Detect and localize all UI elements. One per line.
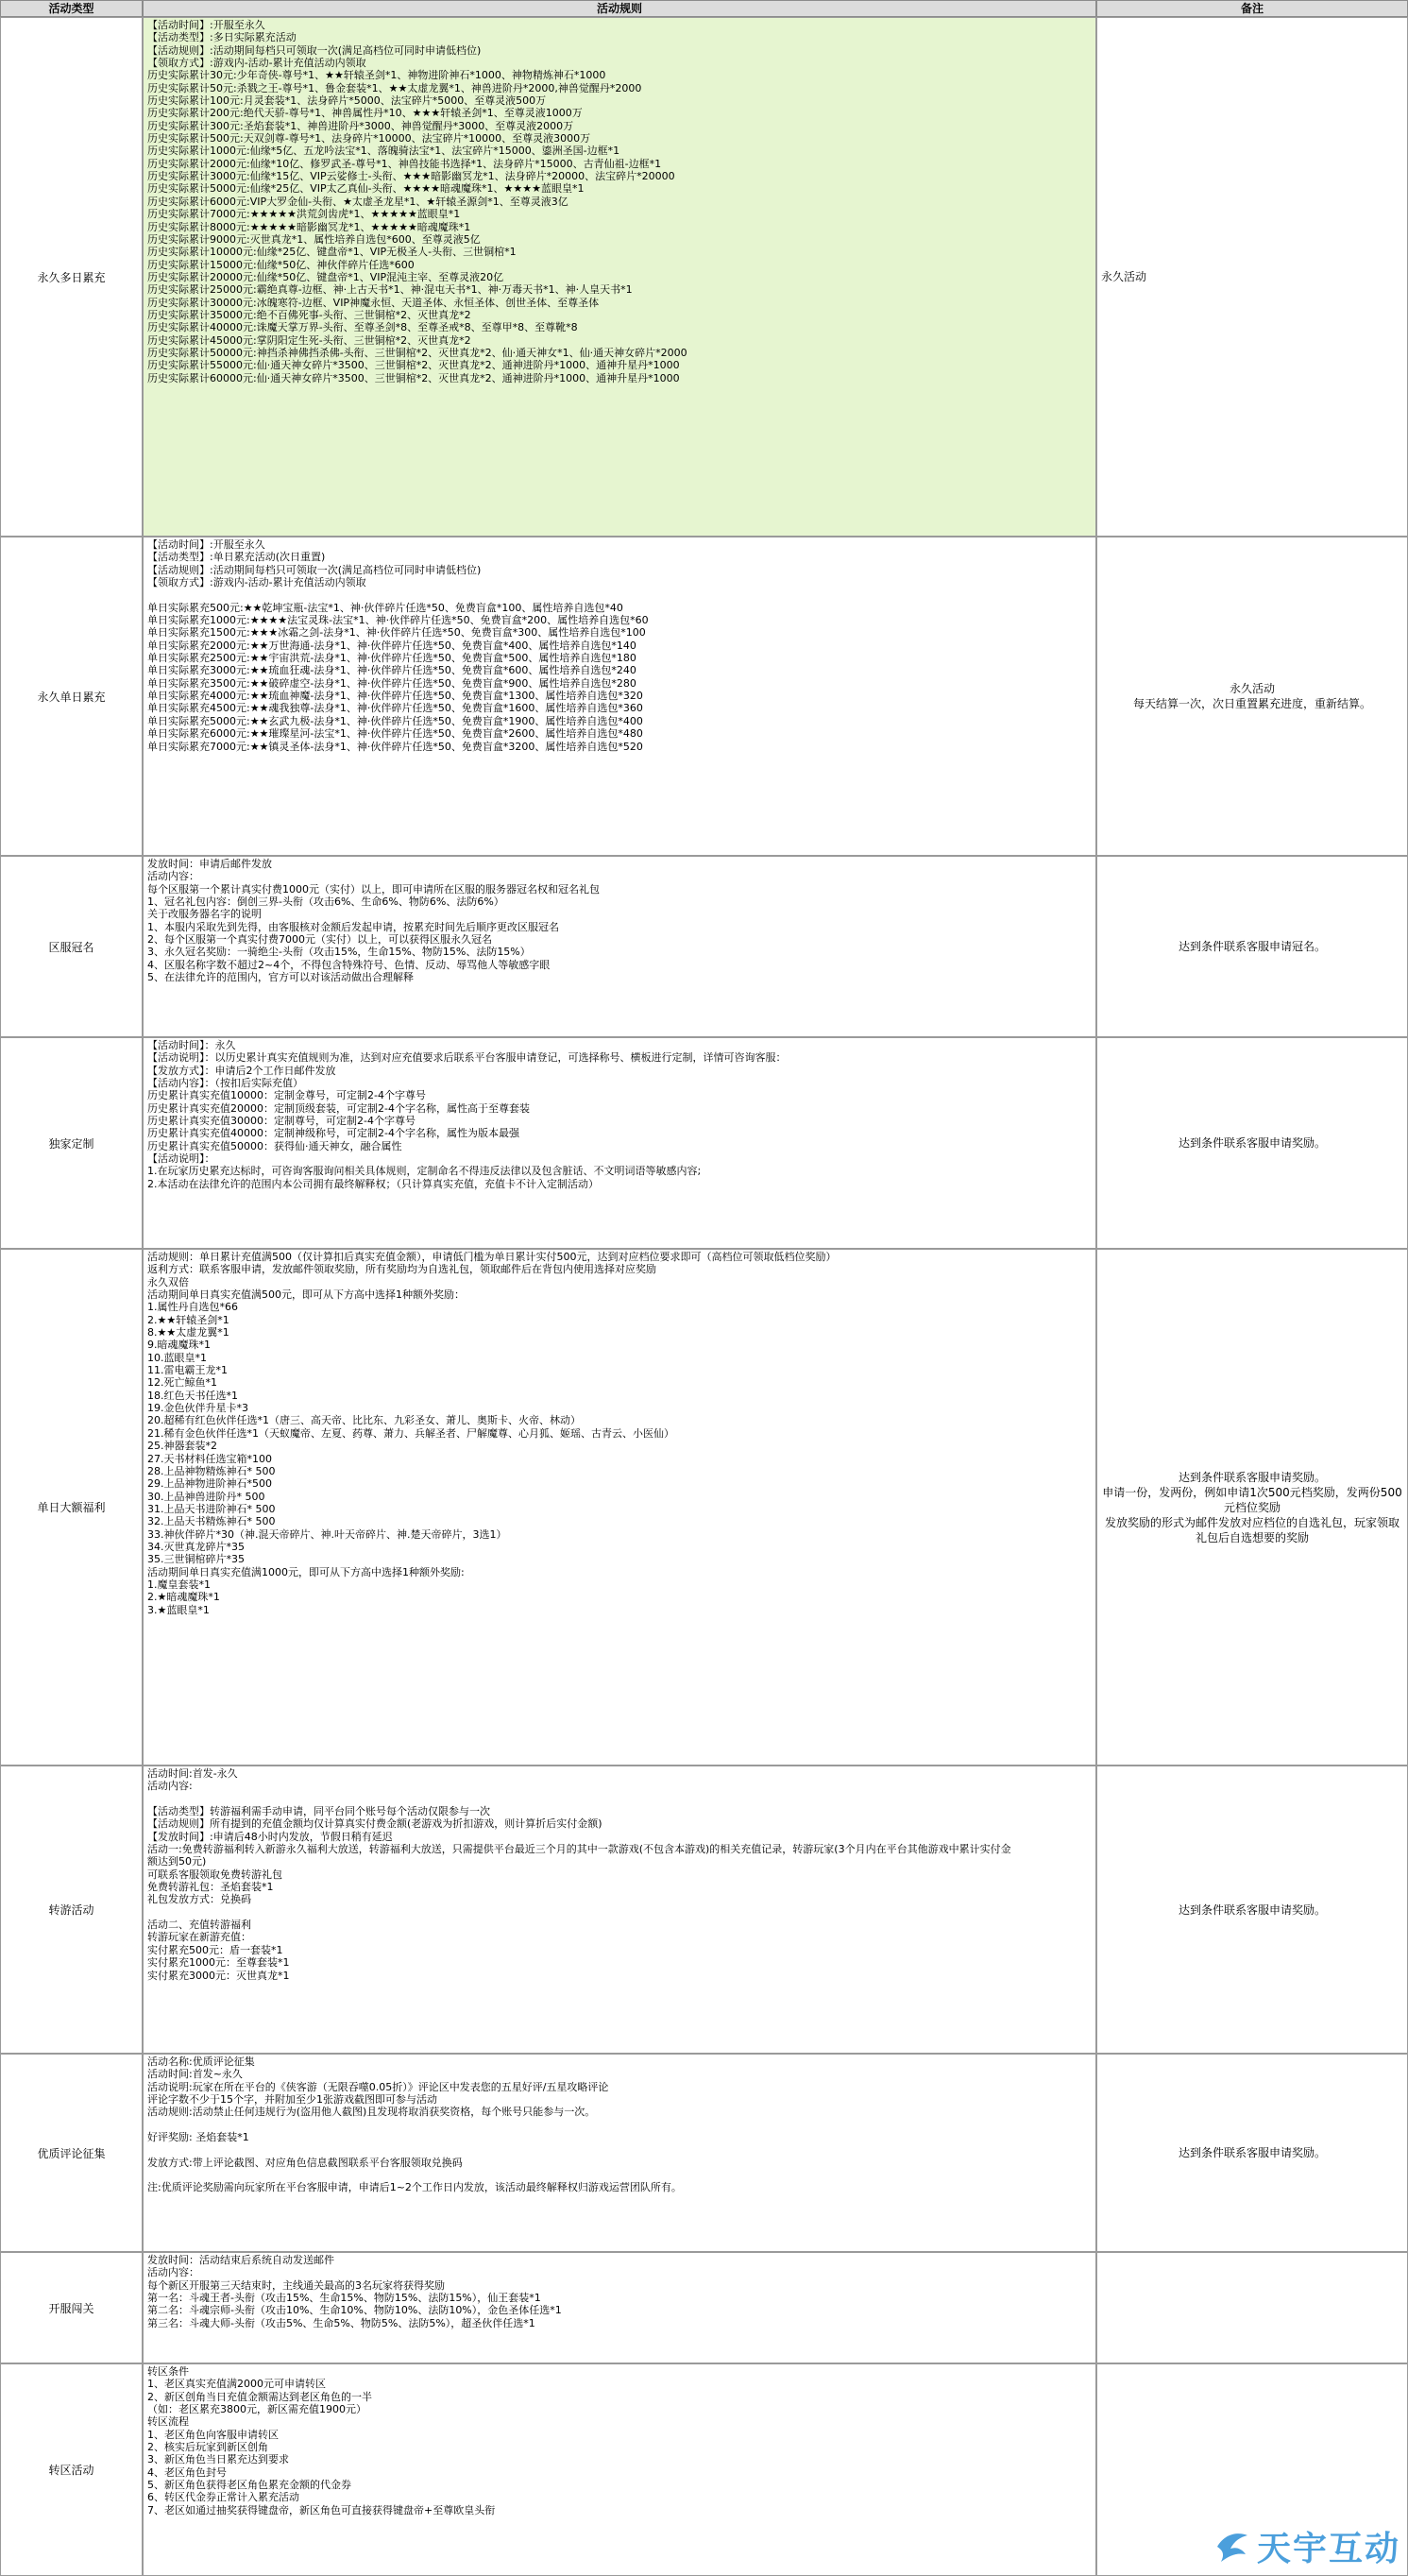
activity-type-cell: 区服冠名 xyxy=(0,856,143,1037)
rule-line: 【活动时间】:开服至永久 xyxy=(147,538,265,551)
rule-line: 历史实际累计50元:杀戮之王-尊号*1、鲁金套装*1、★★太虚龙翼*1、神兽进阶丹*2000,神兽觉醒丹*2000 xyxy=(147,81,642,94)
rule-line: 2、每个区服第一个真实付费7000元（实付）以上，可以获得区服永久冠名 xyxy=(147,933,492,947)
rule-line: 3.★蓝眼皇*1 xyxy=(147,1603,210,1616)
activity-rules-cell xyxy=(143,537,1096,856)
rule-line: 27.天书材料任选宝箱*100 xyxy=(147,1452,272,1465)
rule-line: 31.上品天书进阶神石* 500 xyxy=(147,1502,276,1515)
remarks-text: 达到条件联系客服申请奖励。 xyxy=(1178,1136,1326,1150)
rule-line: 额达到50元) xyxy=(147,1855,207,1868)
rule-line: 单日实际累充1000元:★★★★法宝灵珠-法宝*1、神·伙伴碎片任选*50、免费盲盒*200、属性培养自选包*60 xyxy=(147,614,649,627)
rule-line: 活动二、充值转游福利 xyxy=(147,1919,251,1932)
rule-line: 可联系客服领取免费转游礼包 xyxy=(147,1868,282,1881)
rule-line: 活动规则：单日累计充值满500（仅计算扣后真实充值金额），申请低门槛为单日累计实付500元，达到对应档位要求即可（高档位可领取低档位奖励） xyxy=(147,1251,837,1263)
rule-line: 历史实际累计200元:绝代天骄-尊号*1、神兽属性丹*10、★★★轩辕圣剑*1、至尊灵液1000万 xyxy=(147,107,583,120)
rule-line: 历史累计真实充值40000：定制神级称号，可定制2-4个字名称，属性为版本最强 xyxy=(147,1127,519,1140)
activity-type-cell: 独家定制 xyxy=(0,1037,143,1249)
rule-line: 【活动类型】转游福利需手动申请，同平台同个账号每个活动仅限参与一次 xyxy=(147,1805,490,1818)
rule-line: 第二名：斗魂宗师-头衔（攻击10%、生命10%、物防10%、法防10%），金色圣体任选*1 xyxy=(147,2304,562,2317)
rule-line: 第一名：斗魂王者-头衔（攻击15%、生命15%、物防15%、法防15%），仙王套装*1 xyxy=(147,2292,541,2305)
rule-line: 【领取方式】:游戏内-活动-累计充值活动内领取 xyxy=(147,576,366,589)
swallow-logo-icon xyxy=(1213,2528,1251,2566)
watermark xyxy=(1213,2522,1400,2570)
rule-line: 历史实际累计100元:月灵套装*1、法身碎片*5000、法宝碎片*5000、至尊灵液500万 xyxy=(147,94,547,108)
rule-line: 历史实际累计9000元:灭世真龙*1、属性培养自选包*600、至尊灵液5亿 xyxy=(147,232,481,246)
rule-line: 转区流程 xyxy=(147,2415,189,2429)
rule-line: 【活动类型】:多日实际累充活动 xyxy=(147,31,297,44)
rule-line: 活动说明:玩家在所在平台的《侠客游（无限吞噬0.05折）》评论区中发表您的五星好评/五星攻略评论 xyxy=(147,2080,609,2093)
activity-rules-cell xyxy=(143,2054,1096,2252)
rule-line: 历史实际累计60000元:仙·通天神女碎片*3500、三世铜棺*2、灭世真龙*2、通神进阶丹*1000、通神升星丹*1000 xyxy=(147,371,680,384)
header-remarks: 备注 xyxy=(1096,0,1408,17)
activity-rules-cell xyxy=(143,1037,1096,1249)
rule-line: 29.上品神物进阶神石*500 xyxy=(147,1477,272,1491)
rule-line: 好评奖励: 圣焰套装*1 xyxy=(147,2131,249,2144)
rule-line: 【领取方式】:游戏内-活动-累计充值活动内领取 xyxy=(147,57,366,70)
rule-line: 历史实际累计3000元:仙缘*15亿、VIP云娑修士-头衔、★★★暗影幽冥龙*1、法身碎片*20000、法宝碎片*20000 xyxy=(147,170,675,183)
rule-line: 单日实际累充7000元:★★镇灵圣体-法身*1、神·伙伴碎片任选*50、免费盲盒*3200、属性培养自选包*520 xyxy=(147,740,643,753)
rule-line: 2.本活动在法律允许的范围内本公司拥有最终解释权；（只计算真实充值，充值卡不计入定制活动） xyxy=(147,1177,599,1190)
rule-line: 活动期间单日真实充值满1000元，即可从下方高中选择1种额外奖励: xyxy=(147,1565,465,1578)
rule-line: 1、老区真实充值满2000元可申请转区 xyxy=(147,2378,326,2391)
activity-type-cell: 转区活动 xyxy=(0,2363,143,2576)
rule-line xyxy=(147,1793,1092,1805)
rule-line: 历史实际累计5000元:仙缘*25亿、VIP太乙真仙-头衔、★★★★暗魂魔珠*1、★★★★蓝眼皇*1 xyxy=(147,182,585,196)
rule-line: 活动内容： xyxy=(147,2266,199,2279)
remarks-cell xyxy=(1096,2054,1408,2252)
rule-line: 18.红色天书任选*1 xyxy=(147,1389,238,1402)
rule-line: 单日实际累充5000元:★★玄武九极-法身*1、神·伙伴碎片任选*50、免费盲盒*1900、属性培养自选包*400 xyxy=(147,714,643,727)
activity-type-cell: 转游活动 xyxy=(0,1766,143,2054)
rule-line: 5、新区角色获得老区角色累充金额的代金券 xyxy=(147,2479,351,2492)
rule-line: 转游玩家在新游充值： xyxy=(147,1931,251,1944)
rule-line: 历史实际累计500元:天双剑尊-尊号*1、法身碎片*10000、法宝碎片*10000、至尊灵液3000万 xyxy=(147,132,591,145)
rule-line: 2、新区创角当日充值金额需达到老区角色的一半 xyxy=(147,2390,372,2403)
remarks-cell xyxy=(1096,1766,1408,2054)
rule-line: 单日实际累充4500元:★★魂我独尊-法身*1、神·伙伴碎片任选*50、免费盲盒*1600、属性培养自选包*360 xyxy=(147,702,643,715)
remarks-cell xyxy=(1096,856,1408,1037)
rule-line: 转区条件 xyxy=(147,2365,189,2378)
rule-line: 活动名称:优质评论征集 xyxy=(147,2056,255,2068)
remarks-cell xyxy=(1096,1249,1408,1766)
activity-rules-cell xyxy=(143,1766,1096,2054)
rule-line: 3、永久冠名奖励：一骑绝尘-头衔（攻击15%，生命15%、物防15%、法防15%） xyxy=(147,946,531,959)
rule-line: 32.上品天书精炼神石* 500 xyxy=(147,1515,276,1528)
activity-type-cell: 永久单日累充 xyxy=(0,537,143,856)
rule-line: 每个区服第一个累计真实付费1000元（实付）以上，即可申请所在区服的服务器冠名权和冠名礼包 xyxy=(147,882,600,896)
header-activity-rules: 活动规则 xyxy=(143,0,1096,17)
rule-line: 历史实际累计6000元:VIP大罗金仙-头衔、★太虚圣龙星*1、★轩辕圣源剑*1、至尊灵液3亿 xyxy=(147,195,568,208)
rule-line: 1、冠名礼包内容：倒创三界-头衔（攻击6%、生命6%、物防6%、法防6%） xyxy=(147,896,504,909)
rule-line xyxy=(147,1906,1092,1919)
header-activity-type: 活动类型 xyxy=(0,0,143,17)
rule-line: 历史实际累计35000元:绝不百佛死事-头衔、三世铜棺*2、灭世真龙*2 xyxy=(147,308,471,321)
rule-line: 【活动规则】:活动期间每档只可领取一次(满足高档位可同时申请低档位) xyxy=(147,563,482,576)
rule-line: 28.上品神物精炼神石* 500 xyxy=(147,1464,276,1477)
rule-line: 30.上品神兽进阶丹* 500 xyxy=(147,1490,265,1503)
rule-line: 5、在法律允许的范围内，官方可以对该活动做出合理解释 xyxy=(147,971,414,984)
watermark-text: 天宇互动 xyxy=(1256,2530,1400,2568)
rule-line: 第三名：斗魂大师-头衔（攻击5%、生命5%、物防5%、法防5%），超圣伙伴任选*1 xyxy=(147,2316,535,2329)
rule-line: 【活动规则】所有提到的充值金额均仅计算真实付费金额(老游戏为折扣游戏，则计算折后实付金额) xyxy=(147,1817,602,1831)
rule-line: 单日实际累充2500元:★★宇宙洪荒-法身*1、神·伙伴碎片任选*50、免费盲盒*500、属性培养自选包*180 xyxy=(147,652,636,665)
remarks-cell xyxy=(1096,1037,1408,1249)
rule-line: 7、老区如通过抽奖获得键盘帝，新区角色可直接获得键盘帝+至尊欧皇头衔 xyxy=(147,2503,496,2516)
activity-rules-cell xyxy=(143,17,1096,537)
rule-line: 【活动规则】:活动期间每档只可领取一次(满足高档位可同时申请低档位) xyxy=(147,43,482,57)
rule-line: 历史实际累计30元:少年奇侠-尊号*1、★★轩辕圣剑*1、神物进阶神石*1000、神物精炼神石*1000 xyxy=(147,69,606,82)
remarks-cell xyxy=(1096,2252,1408,2363)
rule-line: 实付累充3000元：灭世真龙*1 xyxy=(147,1969,290,1982)
rule-line: 历史实际累计30000元:冰魄寒符-边框、VIP神魔永恒、天道圣体、永恒圣体、创世圣体、至尊圣体 xyxy=(147,296,600,309)
rule-line: （如：老区累充3800元，新区需充值1900元） xyxy=(147,2403,366,2416)
rule-line: 8.★★太虚龙翼*1 xyxy=(147,1326,229,1339)
activity-type-cell: 永久多日累充 xyxy=(0,17,143,537)
rule-line: 6、转区代金券正常计入累充活动 xyxy=(147,2491,299,2504)
rule-line: 4、老区角色封号 xyxy=(147,2465,227,2479)
rule-line: 【活动时间】：永久 xyxy=(147,1039,236,1051)
rule-line: 单日实际累充2000元:★★万世海通-法身*1、神·伙伴碎片任选*50、免费盲盒*400、属性培养自选包*140 xyxy=(147,639,636,652)
rule-line: 单日实际累充3500元:★★破碎虚空-法身*1、神·伙伴碎片任选*50、免费盲盒*900、属性培养自选包*280 xyxy=(147,676,636,690)
rule-line: 历史实际累计45000元:掌阴阳定生死-头衔、三世铜棺*2、灭世真龙*2 xyxy=(147,333,471,347)
remarks-text: 达到条件联系客服申请奖励。 xyxy=(1178,1902,1326,1917)
rule-line: 历史实际累计20000元:仙缘*50亿、键盘帝*1、VIP混沌主宰、至尊灵液20亿 xyxy=(147,270,504,283)
rule-line: 单日实际累充1500元:★★★冰霜之剑-法身*1、神·伙伴碎片任选*50、免费盲盒*300、属性培养自选包*100 xyxy=(147,626,646,640)
rule-line: 活动内容： xyxy=(147,870,199,883)
rule-line: 历史实际累计1000元:仙缘*5亿、五龙吟法宝*1、落魄骑法宝*1、法宝碎片*15000、鎏洲圣国-边框*1 xyxy=(147,145,620,158)
rule-line: 4、区服名称字数不超过2~4个，不得包含特殊符号、色情、反动、辱骂他人等敏感字眼 xyxy=(147,958,551,971)
rule-line: 单日实际累充500元:★★乾坤宝瓶-法宝*1、神·伙伴碎片任选*50、免费盲盒*100、属性培养自选包*40 xyxy=(147,601,623,614)
activity-rules-cell xyxy=(143,1249,1096,1766)
remarks-text: 达到条件联系客服申请奖励。 申请一份，发两份，例如申请1次500元档奖励，发两份500元档位奖励 发放奖励的形式为邮件发放对应档位的自选礼包，玩家领取礼包后自选想要的奖励 xyxy=(1102,1470,1402,1544)
rule-line: 9.暗魂魔珠*1 xyxy=(147,1339,211,1352)
activity-rules-cell xyxy=(143,2252,1096,2363)
rule-line: 历史累计真实充值30000：定制尊号，可定制2-4个字尊号 xyxy=(147,1115,416,1128)
rule-line: 单日实际累充4000元:★★琉血神魔-法身*1、神·伙伴碎片任选*50、免费盲盒*1300、属性培养自选包*320 xyxy=(147,690,643,703)
rule-line: 历史实际累计50000元:神挡杀神佛挡杀佛-头衔、三世铜棺*2、灭世真龙*2、仙·通天神女*1、仙·通天神女碎片*2000 xyxy=(147,346,687,359)
activity-rules-cell xyxy=(143,856,1096,1037)
rule-line: 历史实际累计2000元:仙缘*10亿、修罗武圣-尊号*1、神兽技能书选择*1、法身碎片*15000、古青仙祖-边框*1 xyxy=(147,157,662,170)
rule-line: 返利方式：联系客服申请，发放邮件领取奖励，所有奖励均为自选礼包，领取邮件后在背包内使用选择对应奖励 xyxy=(147,1263,656,1276)
remarks-text: 永久活动 xyxy=(1101,270,1147,283)
rule-line: 永久双倍 xyxy=(147,1275,189,1288)
rule-line: 1.在玩家历史累充达标时，可咨询客服询问相关具体规则，定制命名不得违反法律以及包含脏话、不文明词语等敏感内容; xyxy=(147,1165,702,1178)
rule-line: 2.★暗魂魔珠*1 xyxy=(147,1591,220,1604)
rule-line: 【活动说明】：以历史累计真实充值规则为准，达到对应充值要求后联系平台客服申请登记，可选择称号、横板进行定制，详情可咨询客服： xyxy=(147,1051,787,1065)
rule-line xyxy=(147,589,1092,601)
rule-line: 关于改服务器名字的说明 xyxy=(147,908,262,921)
rule-line: 历史累计真实充值50000：获得仙·通天神女，融合属性 xyxy=(147,1139,402,1152)
rule-line: 礼包发放方式：兑换码 xyxy=(147,1893,251,1906)
rule-line: 2、核实后玩家到新区创角 xyxy=(147,2441,268,2454)
remarks-cell xyxy=(1096,17,1408,537)
rule-line: 12.死亡鲸鱼*1 xyxy=(147,1376,217,1390)
rule-line: 历史实际累计55000元:仙·通天神女碎片*3500、三世铜棺*2、灭世真龙*2、通神进阶丹*1000、通神升星丹*1000 xyxy=(147,359,680,372)
remarks-text: 达到条件联系客服申请冠名。 xyxy=(1178,940,1326,953)
rule-line: 19.金色伙伴升星卡*3 xyxy=(147,1402,248,1415)
activity-type-cell: 开服闯关 xyxy=(0,2252,143,2363)
rule-line: 【活动类型】:单日累充活动(次日重置) xyxy=(147,551,326,564)
rule-line: 1、老区角色向客服申请转区 xyxy=(147,2428,279,2441)
rule-line: 历史实际累计25000元:霸绝真尊-边框、神·上古天书*1、神·混屯天书*1、神·万毒天书*1、神·人皇天书*1 xyxy=(147,283,633,297)
activity-type-cell: 优质评论征集 xyxy=(0,2054,143,2252)
rule-line: 【发放时间】:申请后48小时内发放，节假日稍有延迟 xyxy=(147,1830,393,1843)
rule-line: 20.超稀有红色伙伴任选*1（唐三、高天帝、比比东、九彩圣女、萧儿、奥斯卡、火帝、林动） xyxy=(147,1414,581,1427)
rule-line: 1.魔皇套装*1 xyxy=(147,1578,211,1591)
rule-line: 历史累计真实充值10000：定制金尊号，可定制2-4个字尊号 xyxy=(147,1089,426,1102)
rule-line: 25.神器套装*2 xyxy=(147,1440,217,1453)
remarks-text: 永久活动 每天结算一次，次日重置累充进度，重新结算。 xyxy=(1132,682,1371,710)
rule-line: 活动时间:首发~永久 xyxy=(147,2068,243,2081)
rule-line xyxy=(147,2119,1092,2131)
rule-line: 【活动说明】： xyxy=(147,1152,215,1166)
rule-line: 1、本服内采取先到先得，由客服核对金额后发起申请，按累充时间先后顺序更改区服冠名 xyxy=(147,920,559,933)
rule-line: 历史实际累计15000元:仙缘*50亿、神伙伴碎片任选*600 xyxy=(147,258,415,271)
rule-line: 活动规则:活动禁止任何违规行为(盗用他人截图)且发现将取消获奖资格，每个账号只能参与一次。 xyxy=(147,2106,596,2119)
rule-line: 发放时间：申请后邮件发放 xyxy=(147,858,272,870)
rule-line: 活动内容: xyxy=(147,1780,193,1793)
rule-line: 活动期间单日真实充值满500元，即可从下方高中选择1种额外奖励： xyxy=(147,1288,465,1302)
rule-line: 免费转游礼包：圣焰套装*1 xyxy=(147,1881,274,1894)
rule-line: 注:优质评论奖励需向玩家所在平台客服申请，申请后1~2个工作日内发放，该活动最终解释权归游戏运营团队所有。 xyxy=(147,2181,682,2194)
rule-line: 单日实际累充3000元:★★琉血狂魂-法身*1、神·伙伴碎片任选*50、免费盲盒*600、属性培养自选包*240 xyxy=(147,664,636,677)
rule-line: 实付累充500元：盾一套装*1 xyxy=(147,1943,283,1956)
rule-line: 34.灭世真龙碎片*35 xyxy=(147,1540,245,1553)
rule-line xyxy=(147,2143,1092,2156)
rule-line: 2.★★轩辕圣剑*1 xyxy=(147,1313,229,1326)
rule-line: 历史实际累计40000元:诛魔天掌万界-头衔、至尊圣剑*8、至尊圣戒*8、至尊甲*8、至尊靴*8 xyxy=(147,321,578,334)
activity-rules-cell xyxy=(143,2363,1096,2576)
rule-line: 发放时间：活动结束后系统自动发送邮件 xyxy=(147,2254,334,2266)
remarks-text: 达到条件联系客服申请奖励。 xyxy=(1178,2146,1326,2159)
rule-line: 活动时间:首发-永久 xyxy=(147,1767,238,1780)
rule-line: 【活动时间】:开服至永久 xyxy=(147,19,265,31)
rule-line: 3、新区角色当日累充达到要求 xyxy=(147,2453,289,2466)
rule-line: 21.稀有金色伙伴任选*1（天蚁魔帝、左夏、药尊、萧力、兵解圣者、尸解魔尊、心月狐、姬瑶、古青云、小医仙） xyxy=(147,1426,674,1440)
rule-line: 历史实际累计7000元:★★★★★洪荒剑齿虎*1、★★★★★蓝眼皇*1 xyxy=(147,208,461,221)
rule-line: 单日实际累充6000元:★★璀璨星河-法宝*1、神·伙伴碎片任选*50、免费盲盒*2600、属性培养自选包*480 xyxy=(147,727,643,741)
rule-line: 活动一:免费转游福利转入新游永久福利大放送，转游福利大放送，只需提供平台最近三个月的其中一款游戏(不包含本游戏)的相关充值记录，转游玩家(3个月内在平台其他游戏中累计实付金 xyxy=(147,1843,1011,1856)
rule-line: 历史实际累计300元:圣焰套装*1、神兽进阶丹*3000、神兽觉醒丹*3000、至尊灵液2000万 xyxy=(147,119,574,132)
rule-line: 33.神伙伴碎片*30（神.混天帝碎片、神.叶天帝碎片、神.楚天帝碎片，3选1） xyxy=(147,1527,507,1541)
rule-line: 发放方式:带上评论截图、对应角色信息截图联系平台客服领取兑换码 xyxy=(147,2156,463,2169)
rule-line: 【活动内容】：（按扣后实际充值） xyxy=(147,1077,303,1090)
rule-line: 35.三世铜棺碎片*35 xyxy=(147,1553,245,1566)
remarks-cell xyxy=(1096,537,1408,856)
rule-line xyxy=(147,2169,1092,2181)
rule-line: 历史累计真实充值20000：定制顶级套装，可定制2-4个字名称，属性高于至尊套装 xyxy=(147,1101,530,1115)
rule-line: 1.属性丹自选包*66 xyxy=(147,1301,238,1314)
activity-type-cell: 单日大额福利 xyxy=(0,1249,143,1766)
rule-line: 评论字数不少于15个字，并附加至少1张游戏截图即可参与活动 xyxy=(147,2093,437,2107)
rule-line: 历史实际累计8000元:★★★★★暗影幽冥龙*1、★★★★★暗魂魔珠*1 xyxy=(147,220,471,233)
rule-line: 10.蓝眼皇*1 xyxy=(147,1351,207,1364)
rule-line: 每个新区开服第三天结束时，主线通关最高的3名玩家将获得奖励 xyxy=(147,2278,445,2292)
rule-line: 历史实际累计10000元:仙缘*25亿、键盘帝*1、VIP无极圣人-头衔、三世铜棺*1 xyxy=(147,246,517,259)
rule-line: 11.雷电霸王龙*1 xyxy=(147,1364,228,1377)
rule-line: 【发放方式】：申请后2个工作日邮件发放 xyxy=(147,1064,336,1077)
rule-line: 实付累充1000元：至尊套装*1 xyxy=(147,1956,290,1970)
